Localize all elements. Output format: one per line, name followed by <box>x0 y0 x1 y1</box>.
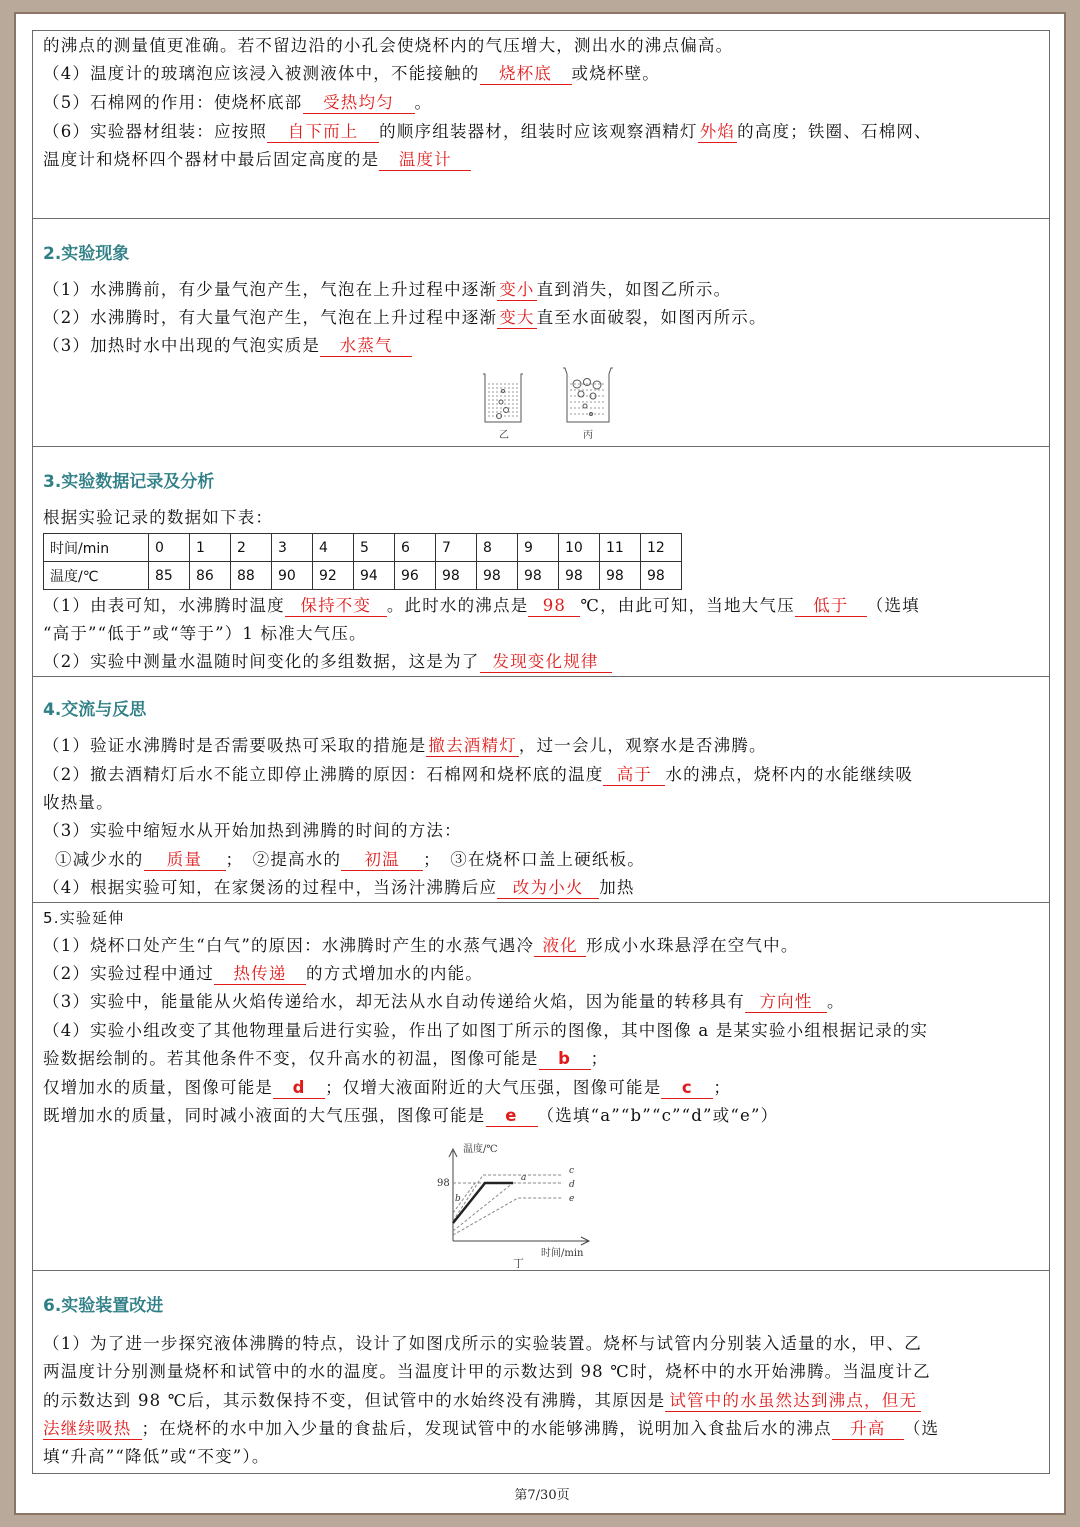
answer: 保持不变 <box>285 596 387 617</box>
text-line: （3）实验中缩短水从开始加热到沸腾的时间的方法： <box>43 821 462 840</box>
section-2 <box>33 219 1049 447</box>
text-line: （1）水沸腾前，有少量气泡产生，气泡在上升过程中逐渐 变小 直到消失，如图乙所示。 <box>43 280 732 299</box>
section-4 <box>33 677 1049 903</box>
answer: 高于 <box>603 765 665 786</box>
table-cell: 0 <box>149 534 190 562</box>
text-line: （4）根据实验可知，在家煲汤的过程中，当汤汁沸腾后应 改为小火 加热 <box>43 878 635 897</box>
section-6 <box>33 1271 1049 1475</box>
section-heading: 3.实验数据记录及分析 <box>43 472 215 492</box>
table-cell: 85 <box>149 562 190 590</box>
figure-caption: 丁 <box>513 1257 524 1268</box>
table-cell: 1 <box>190 534 231 562</box>
answer: 改为小火 <box>497 878 599 899</box>
table-cell: 98 <box>518 562 559 590</box>
answer: 初温 <box>341 850 423 871</box>
table-cell: 3 <box>272 534 313 562</box>
section-heading: 2.实验现象 <box>43 244 130 264</box>
beaker-boiling-icon <box>563 368 613 422</box>
table-cell: 时间/min <box>44 534 149 562</box>
answer: 水蒸气 <box>320 336 412 357</box>
text-line: （1）验证水沸腾时是否需要吸热可采取的措施是 撤去酒精灯 ，过一会儿，观察水是否沸腾。 <box>43 736 767 755</box>
text-line: （3）实验中，能量能从火焰传递给水，却无法从水自动传递给火焰，因为能量的转移具有 方向性 。 <box>43 992 845 1011</box>
answer: 外焰 <box>699 122 736 141</box>
content-box <box>32 30 1050 1474</box>
answer: 自下而上 <box>267 122 379 143</box>
section-heading: 6.实验装置改进 <box>43 1296 164 1316</box>
text-line: （2）水沸腾时，有大量气泡产生，气泡在上升过程中逐渐 变大 直至水面破裂，如图丙所示。 <box>43 308 767 327</box>
table-cell: 4 <box>313 534 354 562</box>
text-line: 法继续吸热 ；在烧杯的水中加入少量的食盐后，发现试管中的水能够沸腾，说明加入食盐后水的沸点 升高 （选 <box>43 1419 940 1438</box>
data-table <box>43 533 682 590</box>
answer: 受热均匀 <box>303 93 415 114</box>
answer: 方向性 <box>745 992 827 1013</box>
text-line: （5）石棉网的作用：使烧杯底部 受热均匀 。 <box>43 93 433 112</box>
answer: c <box>661 1078 713 1099</box>
y-axis-label: 温度/℃ <box>463 1144 498 1155</box>
text-line: 的沸点的测量值更准确。若不留边沿的小孔会使烧杯内的气压增大，测出水的沸点偏高。 <box>43 36 734 55</box>
table-cell: 8 <box>477 534 518 562</box>
text-line: （2）撤去酒精灯后水不能立即停止沸腾的原因：石棉网和烧杯底的温度 高于 水的沸点，烧杯内的水能继续吸 <box>43 765 914 784</box>
text-line: 两温度计分别测量烧杯和试管中的水的温度。当温度计甲的示数达到 98 ℃时，烧杯中的水开始沸腾。当温度计乙 <box>43 1362 931 1381</box>
text-line: 根据实验记录的数据如下表： <box>43 508 274 527</box>
answer: 发现变化规律 <box>480 652 612 673</box>
table-cell: 96 <box>395 562 436 590</box>
line-a <box>453 1183 513 1223</box>
text-line: 收热量。 <box>43 793 114 812</box>
table-cell: 温度/℃ <box>44 562 149 590</box>
table-cell: 9 <box>518 534 559 562</box>
answer: 变大 <box>499 308 535 327</box>
table-cell: 98 <box>436 562 477 590</box>
text-line: （1）为了进一步探究液体沸腾的特点，设计了如图戊所示的实验装置。烧杯与试管内分别装入适量的水，甲、乙 <box>43 1334 922 1353</box>
page-number: 第7/30页 <box>514 1488 570 1503</box>
answer: 试管中的水虽然达到沸点，但无 <box>665 1391 921 1412</box>
table-cell: 92 <box>313 562 354 590</box>
table-cell: 88 <box>231 562 272 590</box>
answer: 温度计 <box>379 150 471 171</box>
table-cell: 2 <box>231 534 272 562</box>
table-cell: 5 <box>354 534 395 562</box>
x-axis-label: 时间/min <box>541 1248 584 1259</box>
answer: 热传递 <box>214 964 306 985</box>
label-e: e <box>569 1194 575 1204</box>
table-cell: 10 <box>559 534 600 562</box>
table-cell: 12 <box>641 534 682 562</box>
section-1 <box>33 31 1049 219</box>
text-line: （2）实验过程中通过 热传递 的方式增加水的内能。 <box>43 964 483 983</box>
text-line: （2）实验中测量水温随时间变化的多组数据，这是为了 发现变化规律 <box>43 651 1043 673</box>
answer: b <box>539 1049 591 1070</box>
table-cell: 94 <box>354 562 395 590</box>
section-heading: 5.实验延伸 <box>43 909 125 927</box>
table-cell: 98 <box>477 562 518 590</box>
table-cell: 98 <box>600 562 641 590</box>
label-d: d <box>569 1180 575 1190</box>
table-row <box>44 562 682 590</box>
text-line: （1）烧杯口处产生“白气”的原因：水沸腾时产生的水蒸气遇冷 液化 形成小水珠悬浮在空气中。 <box>43 936 799 955</box>
text-line: （4）实验小组改变了其他物理量后进行实验，作出了如图丁所示的图像，其中图像 a 是某实验小组根据记录的实 <box>43 1021 929 1040</box>
text-line: （6）实验器材组装：应按照 自下而上 的顺序组装器材，组装时应该观察酒精灯 外焰 的高度；铁圈、石棉网、 <box>43 122 932 141</box>
table-cell: 86 <box>190 562 231 590</box>
beaker-figures <box>473 364 623 444</box>
table-cell: 90 <box>272 562 313 590</box>
table-cell: 11 <box>600 534 641 562</box>
label-c: c <box>569 1166 575 1176</box>
text-line: “高于”“低于”或“等于”）1 标准大气压。 <box>43 624 367 643</box>
answer: 烧杯底 <box>480 64 572 85</box>
text-line: （1）由表可知，水沸腾时温度 保持不变 。此时水的沸点是 98 ℃，由此可知，当地大气压 低于 （选填 <box>43 596 920 615</box>
label-b: b <box>455 1194 461 1204</box>
answer: e <box>486 1106 538 1127</box>
table-row <box>44 534 682 562</box>
answer: 变小 <box>499 280 535 299</box>
beaker-before-boiling-icon <box>483 374 523 422</box>
figure-label: 丙 <box>583 430 593 441</box>
table-cell: 98 <box>641 562 682 590</box>
text-line: 仅增加水的质量，图像可能是 d ；仅增大液面附近的大气压强，图像可能是 c ； <box>43 1078 732 1097</box>
answer: 液化 <box>534 936 586 957</box>
answer: 98 <box>528 596 580 617</box>
answer: 质量 <box>144 850 226 871</box>
text-line: 温度计和烧杯四个器材中最后固定高度的是 温度计 <box>43 149 1043 171</box>
table-cell: 98 <box>559 562 600 590</box>
text-line: ①减少水的 质量 ； ②提高水的 初温 ； ③在烧杯口盖上硬纸板。 <box>55 850 646 869</box>
answer: 法继续吸热 <box>43 1419 142 1440</box>
answer: d <box>273 1078 325 1099</box>
text-line: 的示数达到 98 ℃后，其示数保持不变，但试管中的水始终没有沸腾，其原因是 试管中的水虽然达到沸点，但无 <box>43 1390 1043 1412</box>
section-heading: 4.交流与反思 <box>43 700 147 720</box>
answer: 低于 <box>795 596 867 617</box>
figure-label: 乙 <box>499 430 509 441</box>
label-a: a <box>521 1173 527 1183</box>
temperature-time-graph <box>423 1143 593 1268</box>
section-3 <box>33 447 1049 677</box>
text-line: 既增加水的质量，同时减小液面的大气压强，图像可能是 e （选填“a”“b”“c”“d”或“e”） <box>43 1106 779 1125</box>
answer: 升高 <box>832 1419 904 1440</box>
table-cell: 7 <box>436 534 477 562</box>
table-cell: 6 <box>395 534 436 562</box>
text-line: 填“升高”“降低”或“不变”）。 <box>43 1447 270 1466</box>
text-line: 验数据绘制的。若其他条件不变，仅升高水的初温，图像可能是 b ； <box>43 1049 609 1068</box>
section-5 <box>33 903 1049 1271</box>
answer: 撤去酒精灯 <box>428 736 517 755</box>
page-frame <box>14 12 1066 1515</box>
text-line: （4）温度计的玻璃泡应该浸入被测液体中，不能接触的 烧杯底 或烧杯壁。 <box>43 64 660 83</box>
y-tick-98: 98 <box>437 1178 450 1189</box>
text-line: （3）加热时水中出现的气泡实质是 水蒸气 <box>43 335 1043 357</box>
